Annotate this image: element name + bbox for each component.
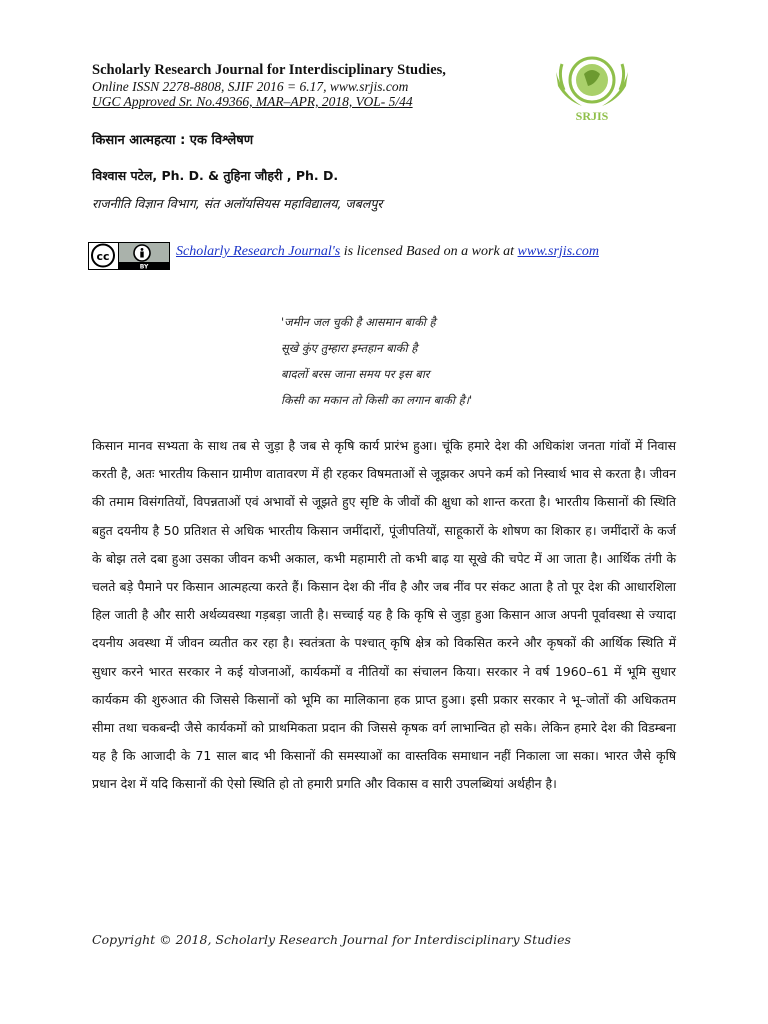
epigraph-poem <box>281 309 472 413</box>
logo-text: SRJIS <box>575 109 609 123</box>
copyright-footer: Copyright © 2018, Scholarly Research Journal for Interdisciplinary Studies <box>92 932 571 947</box>
journal-name: Scholarly Research Journal for Interdisciplinary Studies, <box>92 62 446 78</box>
article-authors: विश्वास पटेल, Ph. D. & तुहिना जौहरी , Ph. D. <box>92 168 339 183</box>
journal-header <box>92 62 532 109</box>
poem-line: बादलों बरस जाना समय पर इस बार <box>281 367 430 381</box>
cc-text: cc <box>96 250 110 263</box>
license-statement <box>176 244 599 260</box>
poem-line: 'जमीन जल चुकी है आसमान बाकी है <box>281 315 436 329</box>
by-text: BY <box>139 263 149 270</box>
author-affiliation: राजनीति विज्ञान विभाग, संत अलॉयसियस महाविद्यालय, जबलपुर <box>92 196 383 211</box>
cc-by-license-icon[interactable] <box>88 242 170 270</box>
issn-line: Online ISSN 2278-8808, SJIF 2016 = 6.17, www.srjis.com <box>92 79 409 94</box>
srjis-logo <box>548 50 636 124</box>
article-title: किसान आत्महत्या : एक विश्लेषण <box>92 133 254 148</box>
poem-line: किसी का मकान तो किसी का लगान बाकी है।' <box>281 393 473 407</box>
body-paragraph: किसान मानव सभ्यता के साथ तब से जुड़ा है जब से कृषि कार्य प्रारंभ हुआ। चूंकि हमारे देश की अधिकांश जनता गांवों में निवास करती है, अतः भारतीय किसान ग्रामीण वातावरण में ही रहकर विषमताओं से जूझकर अपने कर्म को निस्वार्थ भाव से करता है। जीवन की तमाम विसंगतियों, विपन्नताओं एवं अभावों से जूझते हुए सृष्टि के जीवों की क्षुधा को शान्त करता है। भारतीय किसानों की स्थिति बहुत दयनीय है 50 प्रतिशत से अधिक भारतीय किसान जमींदारों, पूंजीपतियों, साहूकारों के शोषण का शिकार ह। जमींदारों के कर्ज के बोझ तले दबा हुआ उसका जीवन कभी अकाल, कभी महामारी तो कभी बाढ़ या सूखे की चपेट में आ जाता है। आर्थिक तंगी के चलते बड़े पैमाने पर किसान आत्महत्या करते हैं। किसान देश की नींव है और जब नींव पर संकट आता है तो पूर देश की आधारशिला हिल जाती है और सारी अर्थव्यवस्था गड़बड़ा जाती है। सच्चाई यह है कि कृषि से जुड़ा हुआ किसान आज अपनी पूर्वावस्था से ज्यादा दयनीय अवस्था में जीवन व्यतीत कर रहा है। स्वतंत्रता के पश्चात् कृषि क्षेत्र को विकसित करने और कृषकों की आर्थिक स्थिति में सुधार करने भारत सरकार ने कई योजनाओं, कार्यकमों व नीतियों का संचालन किया। सरकार ने वर्ष 1960–61 में भूमि सुधार कार्यकम की शुरुआत की जिससे किसानों को भूमि का मालिकाना हक प्राप्त हुआ। इसी प्रकार सरकार ने भू–जोतों की अधिकतम सीमा तथा चकबन्दी जैसे कार्यकमों को प्राथमिकता प्रदान की जिससे कृषक वर्ग लाभान्वित हो सके। लेकिन हमारे देश की विडम्बना यह है कि आजादी के 71 साल बाद भी किसानों की समस्याओं का वास्तविक समाधान नहीं निकाला जा सका। भारत जैसे कृषि प्रधान देश में यदि किसानों की ऐसो स्थिति हो तो हमारी प्रगति और विकास व सारी उपलब्धियां अर्थहीन है। <box>92 438 676 792</box>
srjis-site-link[interactable]: www.srjis.com <box>517 244 599 259</box>
license-middle-text: is licensed Based on a work at <box>340 244 518 259</box>
ugc-line: UGC Approved Sr. No.49366, MAR–APR, 2018, VOL- 5/44 <box>92 94 413 109</box>
journal-license-link[interactable]: Scholarly Research Journal's <box>176 244 341 259</box>
poem-line: सूखे कुंए तुम्हारा इम्तहान बाकी है <box>281 341 418 355</box>
